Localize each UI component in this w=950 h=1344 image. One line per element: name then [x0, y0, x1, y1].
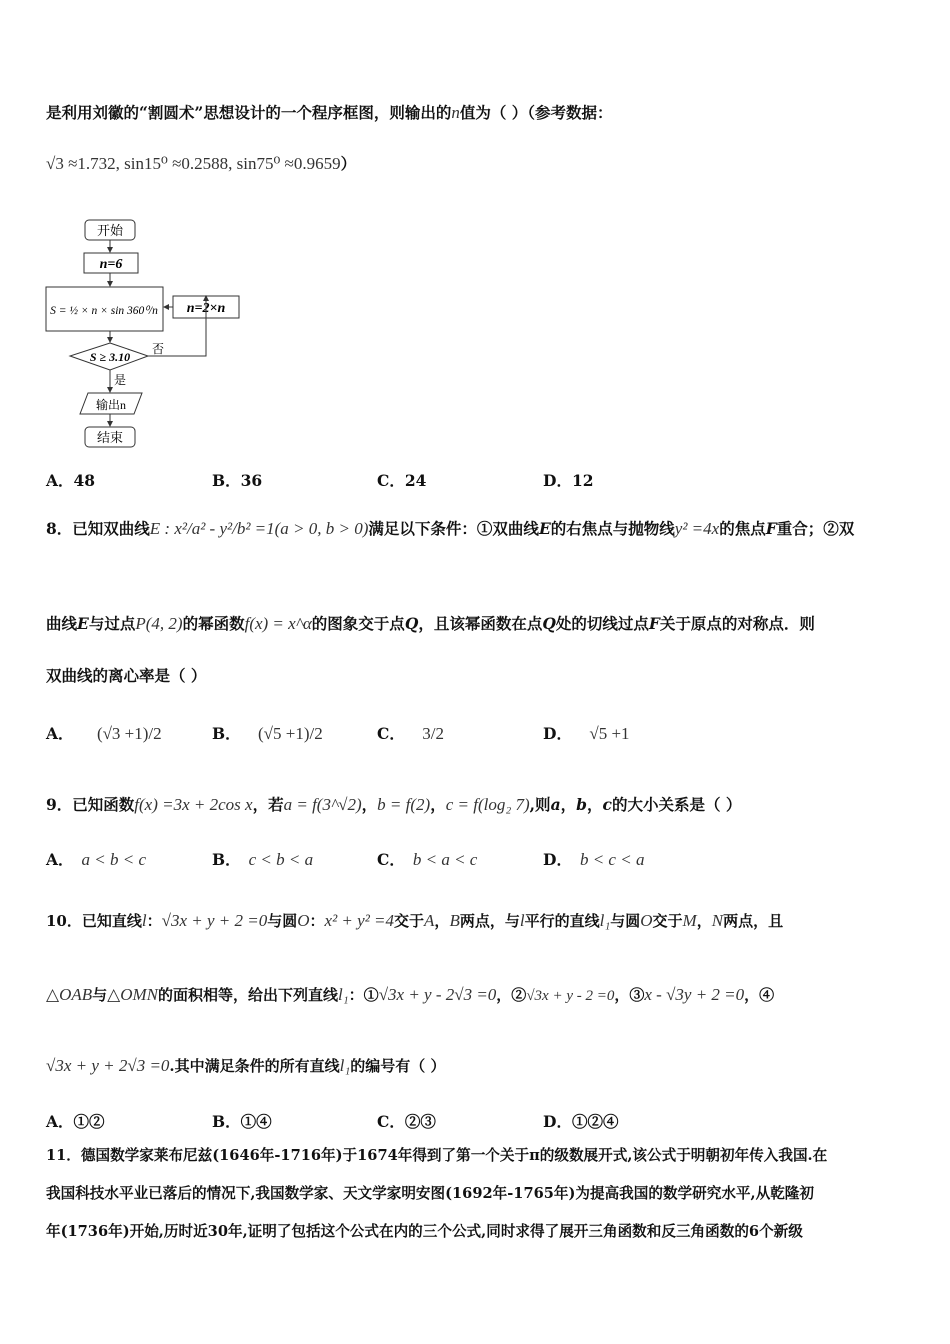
q10-text: .其中满足条件的所有直线 — [169, 1057, 340, 1075]
q10-line2: △OAB与△OMN的面积相等，给出下列直线l₁：①√3x + y - 2√3 =0，②√3x + y - 2 =0，③x - √3y + 2 =0，④ — [46, 985, 775, 1004]
q10-eq-4: √3x + y + 2√3 =0 — [46, 1056, 170, 1075]
q8-line1 — [46, 517, 854, 539]
q10-choice-1: ① — [363, 986, 379, 1004]
q8-text: 满足以下条件：①双曲线 — [368, 519, 539, 538]
q10-triangle-omn: △OMN — [107, 985, 158, 1004]
flow-formula: S = ½ × n × sin 360⁰/n — [50, 305, 158, 317]
q10-var-n: N — [711, 911, 724, 930]
q8-text: 关于原点的对称点．则 — [659, 614, 815, 633]
q10-text: 交于 — [394, 912, 425, 930]
q10-text: 两点，与 — [459, 912, 520, 930]
q10-var-l1: l₁ — [338, 985, 349, 1004]
q8-text: 重合；②双 — [776, 519, 855, 538]
flow-update: n=2×n — [186, 301, 226, 316]
q8-var-e: E — [77, 614, 89, 633]
q10-choice-4: ，④ — [744, 986, 775, 1004]
q10-option-c: C．②③ — [377, 1112, 436, 1131]
q8-var-f: F — [648, 614, 660, 633]
q10-var-l1: l₁ — [339, 1056, 351, 1075]
q10-choice-3: ，③ — [614, 986, 645, 1004]
q9-a-def: a = f(3^√2) — [283, 795, 362, 814]
q10-text: 与 — [92, 986, 108, 1004]
q9-option-label: B． — [212, 850, 241, 869]
q7-option-c: C．24 — [377, 471, 427, 490]
q10-line3 — [46, 1055, 446, 1076]
q10-var-o: O — [640, 911, 653, 930]
q10-var-o: O — [297, 911, 310, 930]
q8-text: 处的切线过点 — [555, 614, 649, 633]
q10-var-b: B — [449, 911, 460, 930]
q8-text: 的右焦点与抛物线 — [550, 519, 675, 538]
q8-text: ，且该幂函数在点 — [418, 614, 543, 633]
q10-triangle-oab: △OAB — [46, 985, 93, 1004]
q9-option-label: C． — [377, 850, 405, 869]
q8-option-label: B． — [212, 724, 241, 743]
q10-text: 与圆 — [610, 912, 641, 930]
flow-no: 否 — [152, 342, 165, 356]
q7-var-n: n — [451, 103, 460, 122]
q10-text: 两点，且 — [723, 912, 784, 930]
q8-hyperbola-eq: E : x²/a² - y²/b² =1(a > 0, b > 0) — [149, 519, 369, 538]
q8-line2 — [46, 612, 815, 634]
q9-option-a — [46, 848, 146, 870]
q10-line-eq: √3x + y + 2 =0 — [161, 911, 268, 930]
q10-choice-2: ，② — [496, 986, 527, 1004]
flow-start: 开始 — [96, 223, 124, 238]
q9-option-label: D． — [543, 850, 572, 869]
q10-var-a: A — [424, 911, 435, 930]
q8-text: 的焦点 — [719, 519, 766, 538]
q8-option-label: A． — [46, 724, 74, 743]
q8-var-q: Q — [404, 614, 419, 633]
q8-power-func: f(x) = x^α — [244, 614, 312, 633]
q7-ref-data: √3 ≈1.732, sin15⁰ ≈0.2588, sin75⁰ ≈0.9659 — [46, 154, 341, 173]
q8-prefix: 8．已知双曲线 — [46, 519, 150, 538]
q11-line3: 年(1736年)开始,历时近30年,证明了包括这个公式在内的三个公式,同时求得了展开三角函数和反三角函数的6个新级 — [46, 1223, 803, 1240]
q7-ref-line — [46, 152, 356, 174]
q8-option-label: C． — [377, 724, 405, 743]
q8-option-label: D． — [543, 724, 572, 743]
q10-option-a: A．①② — [46, 1112, 105, 1131]
q8-option-d — [543, 722, 630, 744]
flow-init: n=6 — [99, 257, 123, 272]
q9-c-def: c = f(log₂ 7) — [445, 795, 530, 814]
q8-option-value: 3/2 — [422, 724, 444, 743]
flow-yes: 是 — [114, 373, 127, 387]
q8-option-a — [46, 722, 162, 744]
q8-var-f: F — [765, 519, 777, 538]
q7-text-end: 值为（ ）（参考数据： — [459, 103, 613, 122]
q8-option-c — [377, 722, 444, 744]
q8-text: 曲线 — [46, 614, 78, 633]
q10-text: 交于 — [652, 912, 683, 930]
q7-line1 — [46, 101, 613, 123]
q10-text: 的编号有（ ） — [350, 1057, 446, 1075]
q9-option-value: a < b < c — [81, 850, 147, 869]
q10-option-b: B．①④ — [212, 1112, 272, 1131]
q10-eq-1: √3x + y - 2√3 =0 — [378, 985, 497, 1004]
q7-option-a: A．48 — [46, 471, 96, 490]
q9-option-c — [377, 848, 477, 870]
q10-var-l: l — [519, 911, 525, 930]
q9-text: 的大小关系是（ ） — [611, 795, 742, 814]
q10-eq-2: √3x + y - 2 =0 — [526, 988, 615, 1004]
q10-text: 与圆 — [267, 912, 298, 930]
q7-ref-close: ） — [340, 154, 357, 173]
q9-option-value: c < b < a — [248, 850, 314, 869]
q8-var-e: E — [538, 519, 551, 538]
q10-var-l: l — [141, 911, 147, 930]
q9-option-value: b < c < a — [579, 850, 645, 869]
q10-circle-eq: x² + y² =4 — [324, 911, 395, 930]
q9-text: ，若 — [252, 795, 284, 814]
q10-var-m: M — [682, 911, 697, 930]
flow-cond: S ≥ 3.10 — [89, 350, 131, 364]
q9-prefix: 9．已知函数 — [46, 795, 135, 814]
flow-output: 输出n — [95, 398, 127, 412]
q8-point: P(4, 2) — [135, 614, 183, 633]
q9-line1: 9．已知函数f(x) =3x + 2cos x，若a = f(3^√2)，b = f(2)，c = f(log₂ 7),则a，b，c的大小关系是（ ） — [46, 795, 742, 814]
flow-end: 结束 — [96, 430, 124, 445]
q8-text: 与过点 — [88, 614, 136, 633]
q8-line3: 双曲线的离心率是（ ） — [46, 666, 207, 685]
q9-option-b — [212, 848, 313, 870]
q10-option-d: D．①②④ — [543, 1112, 619, 1131]
q9-option-value: b < a < c — [412, 850, 478, 869]
q9-func: f(x) =3x + 2cos x — [134, 795, 253, 814]
q10-text: 的面积相等，给出下列直线 — [158, 986, 339, 1004]
q8-option-value: (√3 +1)/2 — [96, 724, 162, 743]
q10-eq-3: x - √3y + 2 =0 — [644, 985, 745, 1004]
q7-text: 是利用刘徽的“割圆术”思想设计的一个程序框图，则输出的 — [46, 103, 452, 122]
q7-option-d: D．12 — [543, 471, 594, 490]
q9-option-d — [543, 848, 644, 870]
q9-b-def: b = f(2) — [377, 795, 431, 814]
flowchart — [40, 212, 260, 452]
q8-var-q: Q — [542, 614, 556, 633]
q8-parabola-eq: y² =4x — [674, 519, 720, 538]
q8-text: 的幂函数 — [182, 614, 245, 633]
q10-prefix: 10．已知直线 — [46, 912, 142, 930]
q9-option-label: A． — [46, 850, 74, 869]
q11-line1: 11．德国数学家莱布尼兹(1646年-1716年)于1674年得到了第一个关于π的级数展开式,该公式于明朝初年传入我国.在 — [46, 1147, 828, 1164]
q10-var-l1: l₁ — [599, 911, 611, 930]
q7-option-b: B．36 — [212, 471, 263, 490]
q9-text: ,则 — [529, 795, 551, 814]
q10-text: 平行的直线 — [524, 912, 600, 930]
q8-text: 的图象交于点 — [311, 614, 405, 633]
q8-option-value: √5 +1 — [589, 724, 630, 743]
q8-option-value: (√5 +1)/2 — [258, 724, 323, 743]
q11-line2: 我国科技水平业已落后的情况下,我国数学家、天文学家明安图(1692年-1765年)为提高我国的数学研究水平,从乾隆初 — [46, 1185, 814, 1202]
q10-line1: 10．已知直线l：√3x + y + 2 =0与圆O：x² + y² =4交于A，B两点，与l平行的直线l₁与圆O交于M，N两点，且 — [46, 911, 784, 930]
q8-option-b — [212, 722, 323, 744]
